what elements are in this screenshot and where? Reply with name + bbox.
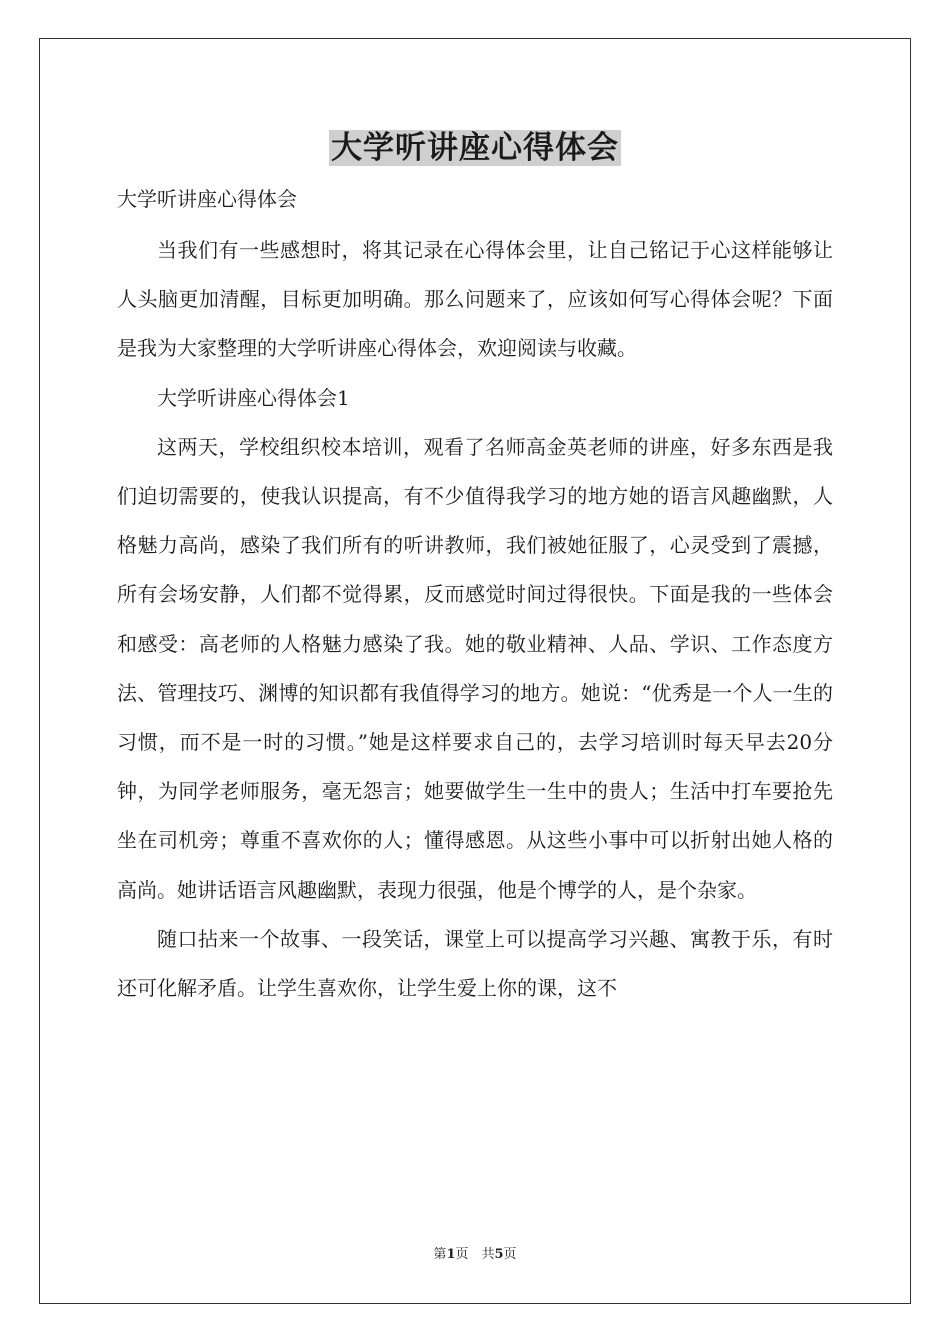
- page-footer: [0, 1247, 950, 1263]
- body-paragraph: 随口拈来一个故事、一段笑话，课堂上可以提高学习兴趣、寓教于乐，有时还可化解矛盾。让学生喜欢你，让学生爱上你的课，这不: [117, 926, 833, 1001]
- page-number-prefix: 第: [433, 1247, 447, 1262]
- page-number-current: 1: [446, 1247, 456, 1262]
- page-number-total: 5: [494, 1247, 504, 1262]
- document-title: [0, 126, 950, 170]
- page-number-suffix: 页: [503, 1247, 517, 1262]
- intro-paragraph: 当我们有一些感想时，将其记录在心得体会里，让自己铭记于心这样能够让人头脑更加清醒，目标更加明确。那么问题来了，应该如何写心得体会呢？下面是我为大家整理的大学听讲座心得体会，欢迎阅读与收藏。: [117, 238, 833, 361]
- document-title-text: 大学听讲座心得体会: [331, 130, 619, 166]
- body-paragraph: 这两天，学校组织校本培训，观看了名师高金英老师的讲座，好多东西是我们迫切需要的，使我认识提高，有不少值得我学习的地方她的语言风趣幽默，人格魅力高尚，感染了我们所有的听讲教师，我们被她征服了，心灵受到了震撼，所有会场安静，人们都不觉得累，反而感觉时间过得很快。下面是我的一些体会和感受：高老师的人格魅力感染了我。她的敬业精神、人品、学识、工作态度方法、管理技巧、渊博的知识都有我值得学习的地方。她说：“优秀是一个人一生的习惯，而不是一时的习惯。”她是这样要求自己的，去学习培训时每天早去20分钟，为同学老师服务，毫无怨言；她要做学生一生中的贵人；生活中打车要抢先坐在司机旁；尊重不喜欢你的人；懂得感恩。从这些小事中可以折射出她人格的高尚。她讲话语言风趣幽默，表现力很强，他是个博学的人，是个杂家。: [117, 434, 833, 902]
- page-number-mid: 页 共: [455, 1247, 495, 1262]
- document-subtitle: 大学听讲座心得体会: [117, 187, 297, 211]
- document-body: [117, 178, 833, 1013]
- section-heading: 大学听讲座心得体会1: [157, 385, 350, 410]
